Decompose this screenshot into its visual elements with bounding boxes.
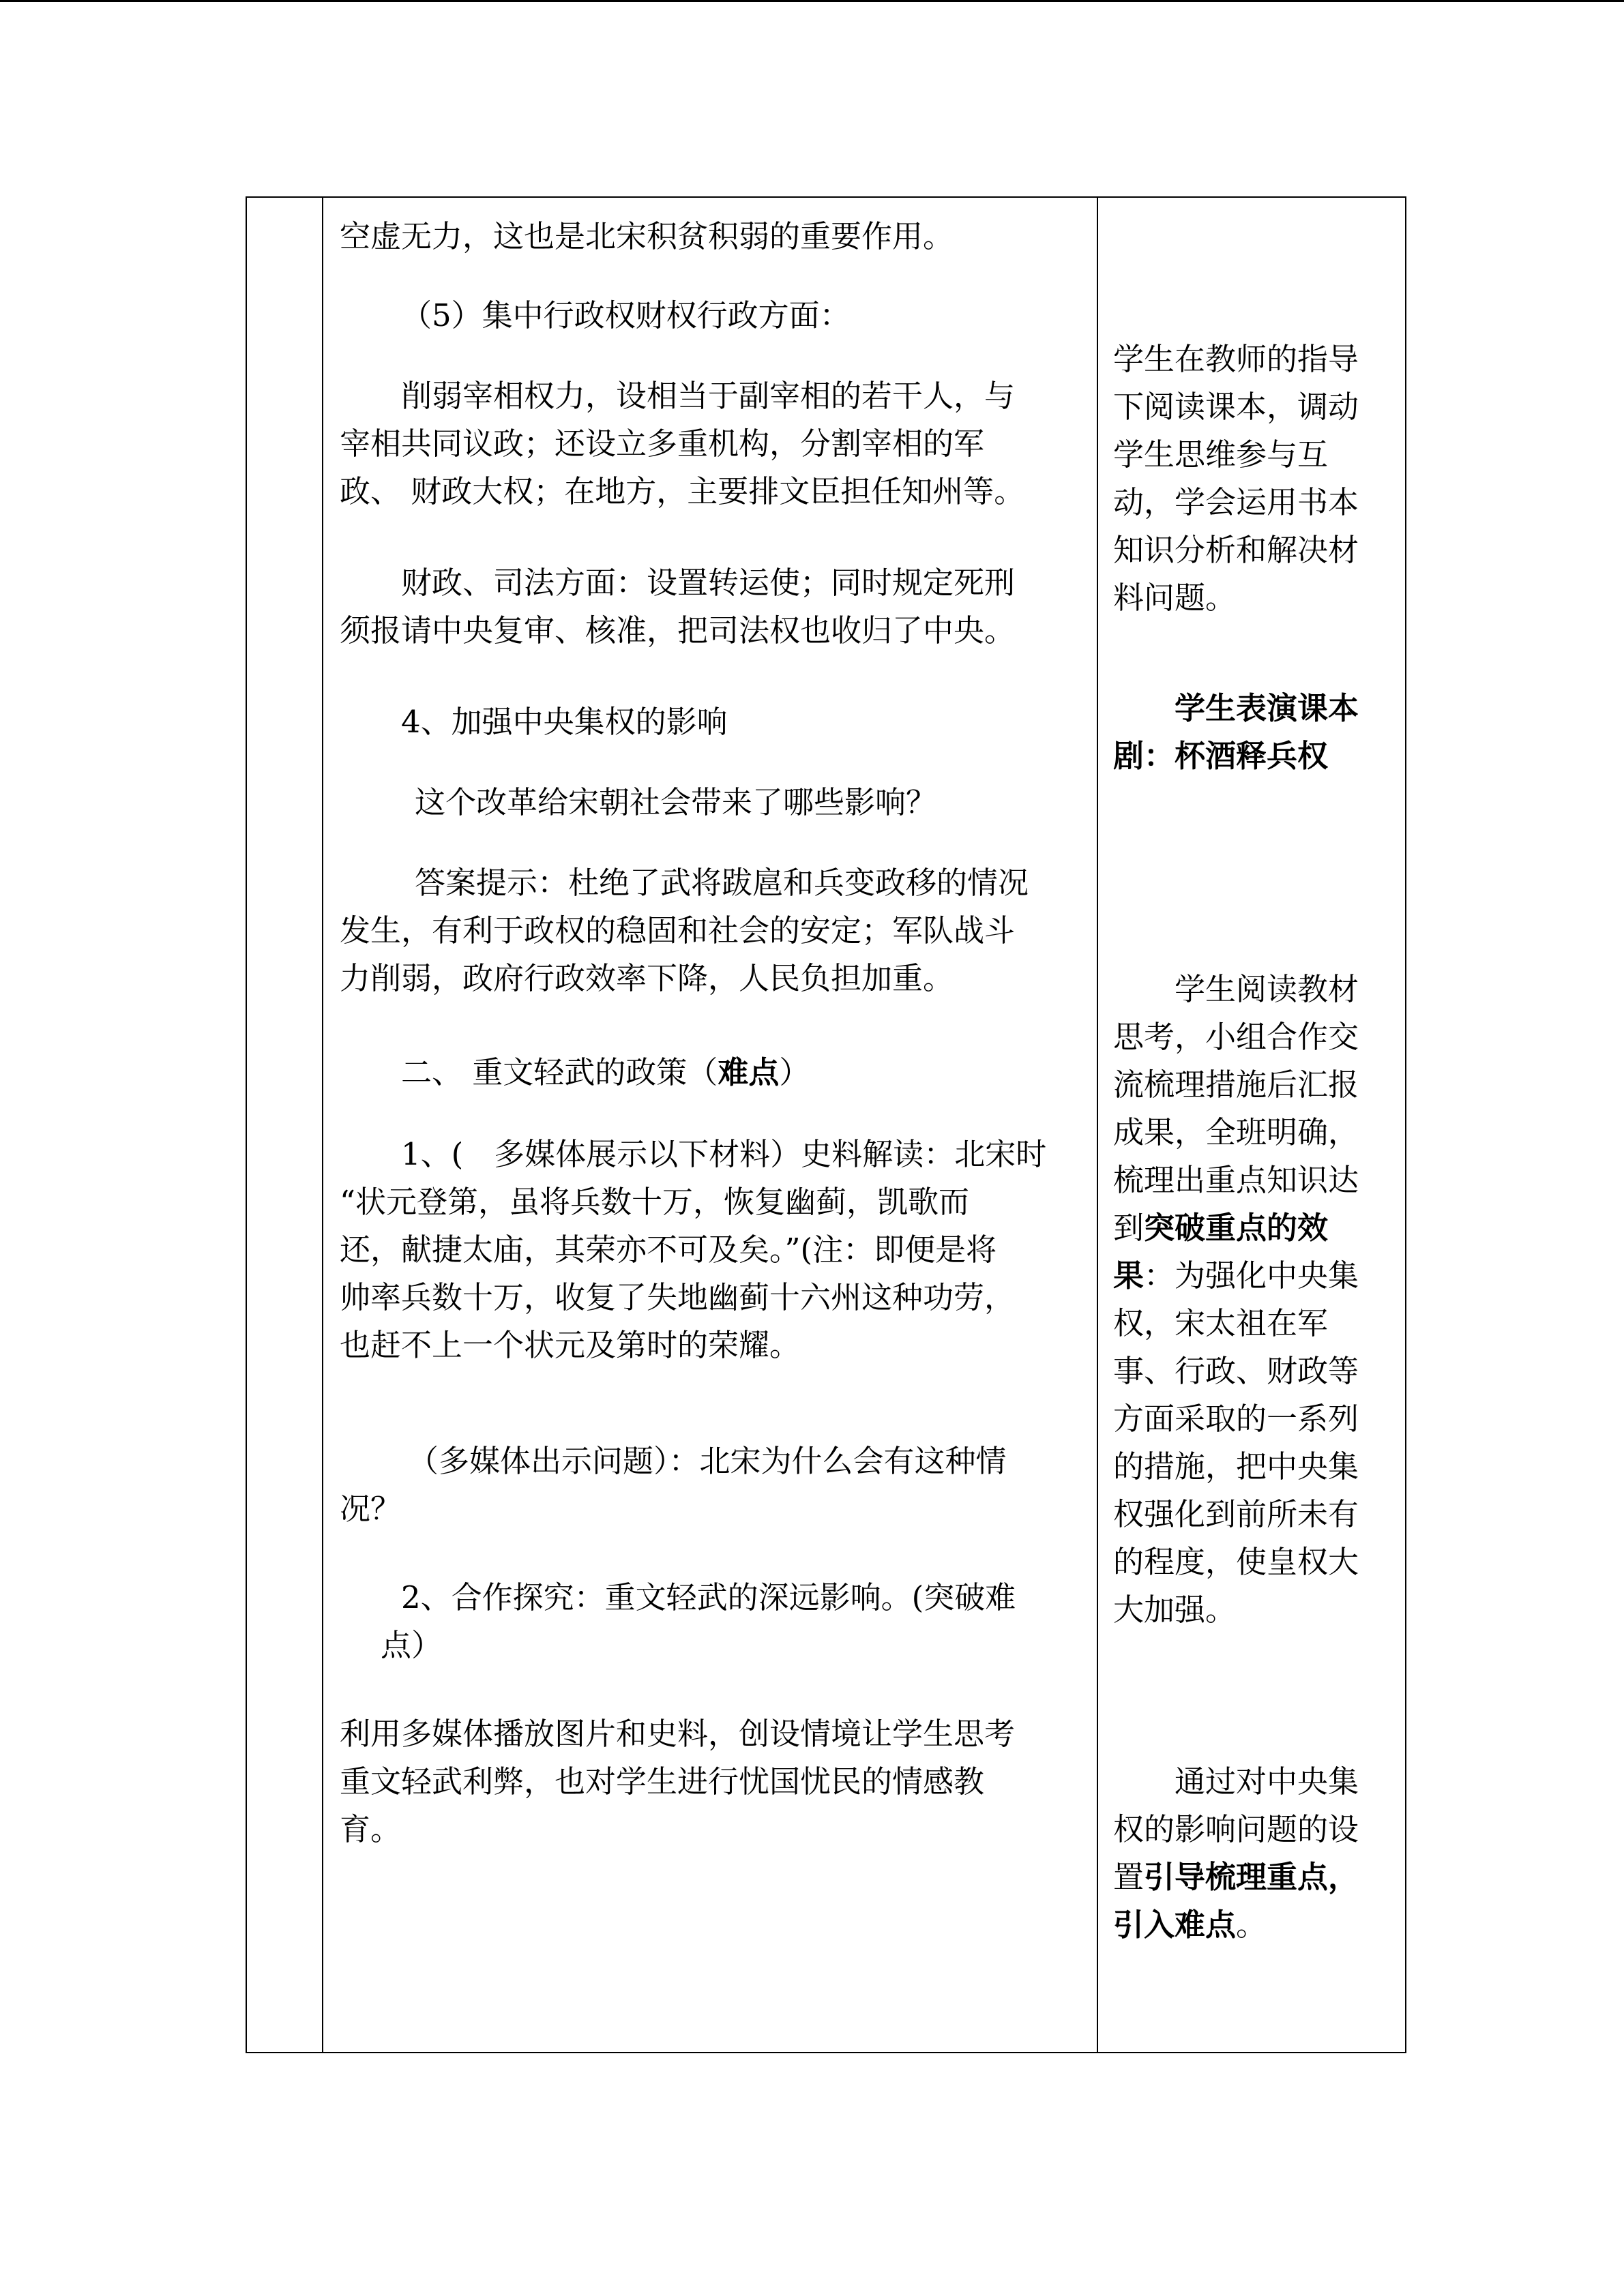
multimedia-question: （多媒体出示问题）：北宋为什么会有这种情 况？ [340, 1443, 1007, 1527]
intent-group-work: 学生阅读教材 思考，小组合作交 流梳理措施后汇报 成果，全班明确， 梳理出重点知识达 到突破重点的效 果：为强化中央集 权，宋太祖在军 事、行政、财政等 方面采取的一系列 的措施，把中央集 权强化到前所未有 的程度，使皇权大 大加强。 [1113, 971, 1359, 1628]
key-point-emphasis: 突破重点的效 [1144, 1210, 1329, 1246]
section-heading-wen-over-wu: 二、 重文轻武的政策（难点） [401, 1054, 810, 1090]
column-divider-right [1097, 198, 1098, 2052]
intent-reading-guidance: 学生在教师的指导 下阅读课本，调动 学生思维参与互 动，学会运用书本 知识分析和解决材 料问题。 [1113, 341, 1359, 616]
page-top-border [0, 0, 1624, 2]
intent-guide-key-points: 通过对中央集 权的影响问题的设 置引导梳理重点， 引入难点。 [1113, 1763, 1359, 1943]
column-divider-left [322, 198, 323, 2052]
paragraph-continuation: 空虚无力，这也是北宋积贫积弱的重要作用。 [340, 218, 954, 254]
difficulty-marker: 难点 [718, 1054, 780, 1090]
section-heading-admin-finance: （5）集中行政权财权行政方面： [401, 297, 851, 333]
historical-source-reading: 1、( 多媒体展示以下材料）史料解读：北宋时 “状元登第，虽将兵数十万，恢复幽蓟，凯歌而 还，献捷太庙，其荣亦不可及矣。”(注：即便是将 帅率兵数十万，收复了失地幽蓟十六州这种功劳， 也赶不上一个状元及第时的荣耀。 [340, 1136, 1047, 1363]
intent-classroom-drama: 学生表演课本 剧：杯酒释兵权 [1113, 690, 1359, 774]
multimedia-activity: 利用多媒体播放图片和史料，创设情境让学生思考 重文轻武利弊，也对学生进行忧国忧民的情感教 育。 [340, 1716, 1016, 1847]
question-reform-impact: 这个改革给宋朝社会带来了哪些影响？ [415, 784, 937, 820]
paragraph-finance-justice: 财政、司法方面：设置转运使；同时规定死刑 须报请中央复审、核准，把司法权也收归了中央。 [340, 565, 1016, 648]
heading-centralization-impact: 4、加强中央集权的影响 [401, 704, 728, 740]
answer-hint: 答案提示：杜绝了武将跋扈和兵变政移的情况 发生，有利于政权的稳固和社会的安定；军队战斗 力削弱，政府行政效率下降，人民负担加重。 [340, 865, 1029, 996]
lesson-plan-table [246, 196, 1406, 2053]
cooperative-inquiry: 2、合作探究：重文轻武的深远影响。(突破难 点） [381, 1579, 1016, 1663]
paragraph-weaken-chancellor: 削弱宰相权力，设相当于副宰相的若干人，与 宰相共同议政；还设立多重机构，分割宰相的军 政、 财政大权；在地方，主要排文臣担任知州等。 [340, 378, 1025, 509]
